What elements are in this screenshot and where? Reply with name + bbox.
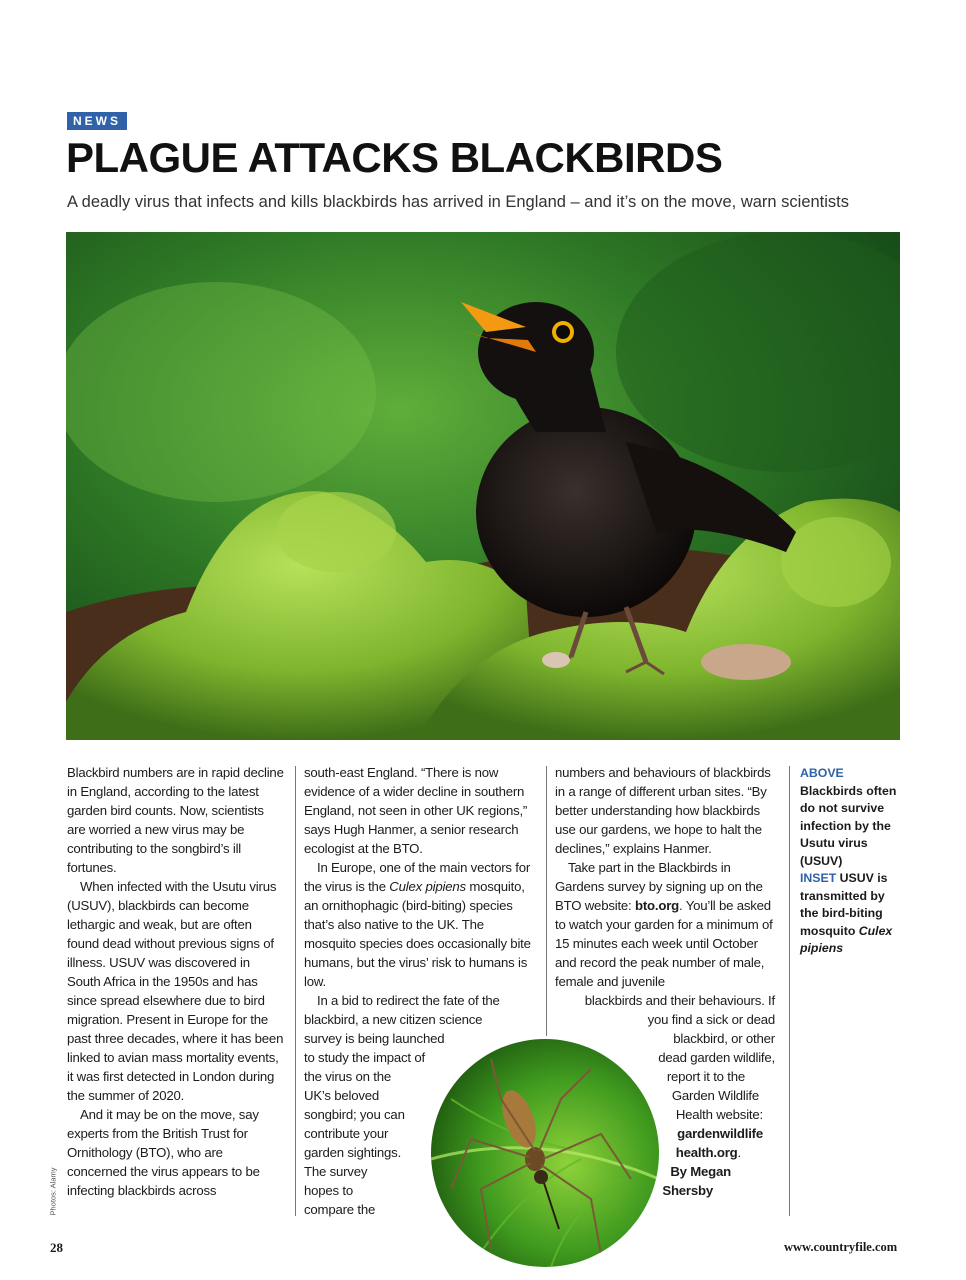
body-column-1 bbox=[67, 763, 285, 1200]
caption-text-inset: USUV is transmitted by the bird-biting mosquito bbox=[800, 871, 888, 938]
hero-photo-blackbird bbox=[66, 232, 900, 740]
caption-text-above: Blackbirds often do not survive infection by the Usutu virus (USUV) bbox=[800, 783, 897, 868]
byline: Shersby bbox=[662, 1183, 713, 1198]
inset-photo-mosquito bbox=[428, 1036, 662, 1270]
caption-species: Culex pipiens bbox=[800, 923, 893, 955]
paragraph: And it may be on the move, say experts from the British Trust for Ornithology (BTO), who are concerned the virus appears to be infecting blackbirds across bbox=[67, 1107, 260, 1198]
photo-caption bbox=[800, 765, 900, 958]
column-divider bbox=[295, 766, 296, 1216]
byline: By Megan bbox=[670, 1164, 731, 1179]
page-number: 28 bbox=[50, 1240, 63, 1255]
section-badge: NEWS bbox=[67, 112, 127, 130]
caption-label-above: ABOVE bbox=[800, 766, 844, 780]
paragraph: When infected with the Usutu virus (USUV), blackbirds can become lethargic and weak, but are often found dead without previous signs of illness. USUV was discovered in South Africa in the 1950s and has since spread elsewhere due to bird migration. Present in Europe for the past three decades, where it has been linked to avian mass mortality events, it was first detected in London during the summer of 2020. bbox=[67, 879, 284, 1103]
paragraph: south-east England. “There is now evidence of a wider decline in southern England, not seen in other UK regions,” says Hugh Hanmer, a senior research ecologist at the BTO. bbox=[304, 765, 528, 856]
garden-wildlife-link[interactable]: health.org bbox=[675, 1145, 738, 1160]
paragraph: Blackbird numbers are in rapid decline in England, according to the latest garden bird counts. Now, scientists are worried a new virus may be contributing to the songbird’s ill fortunes. bbox=[67, 765, 284, 875]
website-url[interactable]: www.countryfile.com bbox=[784, 1240, 898, 1254]
blackbird-illustration bbox=[66, 232, 900, 740]
bto-link[interactable]: bto.org bbox=[634, 898, 679, 913]
photo-credit: Photos: Alamy bbox=[48, 1167, 58, 1216]
paragraph: In Europe, one of the main vectors for the virus is the Culex pipiens mosquito, an ornithophagic (bird-biting) species that’s also native to the UK. The mosquito species does occasionally bite humans, but the virus’ risk to humans is low. bbox=[304, 860, 531, 989]
caption-label-inset: INSET bbox=[800, 871, 837, 885]
wrapped-paragraph: blackbirds and their behaviours. If you find a sick or dead blackbird, or other dead garden wildlife, report it to the Garden Wildlife Health website: gardenwildlife health.org. By Megan Shersby bbox=[555, 991, 777, 1200]
standfirst: A deadly virus that infects and kills blackbirds has arrived in England – and it’s on the move, warn scientists bbox=[67, 193, 850, 211]
garden-wildlife-link[interactable]: gardenwildlife bbox=[677, 1126, 763, 1141]
mosquito-illustration bbox=[431, 1039, 659, 1267]
column-divider bbox=[789, 766, 790, 1216]
paragraph: numbers and behaviours of blackbirds in a range of different urban sites. “By better understanding how blackbirds use our gardens, we hope to halt the declines,” explains Hanmer. bbox=[555, 765, 771, 856]
paragraph: In a bid to redirect the fate of the blackbird, a new citizen science survey is being launched to study the impact of the virus on the UK’s beloved songbird; you can contribute your garden sightings. The survey hopes to compare the bbox=[304, 993, 500, 1217]
species-name: Culex pipiens bbox=[389, 879, 466, 894]
paragraph: Take part in the Blackbirds in Gardens survey by signing up on the BTO website: bto.org. You’ll be asked to watch your garden for a minimum of 15 minutes each week until October and record the peak number of male, female and juvenile bbox=[555, 860, 773, 989]
headline: PLAGUE ATTACKS BLACKBIRDS bbox=[66, 134, 723, 181]
